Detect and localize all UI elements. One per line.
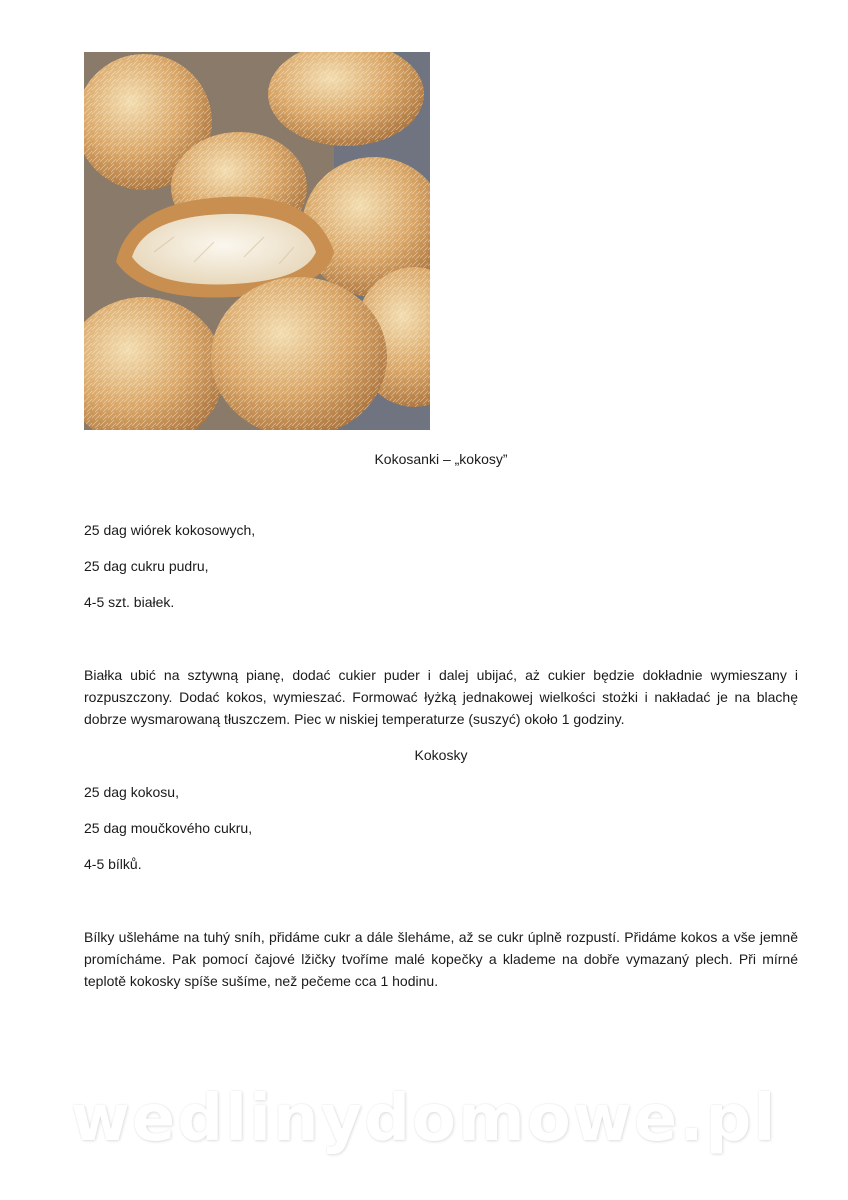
- ingredient-line: 25 dag cukru pudru,: [84, 558, 209, 574]
- instruction-line: Bílky ušleháme na tuhý sníh, přidáme cukr a dále šleháme, až se cukr úplně rozpustí. Přidáme kokos a vše jemně: [84, 929, 798, 945]
- instruction-line: Białka ubić na sztywną pianę, dodać cukier puder i dalej ubijać, aż cukier będzie dokładnie wymieszany i: [84, 667, 798, 683]
- instruction-line: promícháme. Pak pomocí čajové lžičky tvoříme malé kopečky a klademe na dobře vymazaný plech. Při mírné: [84, 951, 798, 967]
- ingredient-line: 25 dag wiórek kokosowych,: [84, 522, 256, 538]
- ingredient-line: 25 dag kokosu,: [84, 784, 179, 800]
- instructions-czech: [84, 926, 798, 992]
- instructions-polish: [84, 664, 798, 730]
- instruction-line: rozpuszczony. Dodać kokos, wymieszać. Formować łyżką jednakowej wielkości stożki i nakładać je na blachę: [84, 689, 798, 705]
- ingredient-line: 25 dag moučkového cukru,: [84, 820, 253, 836]
- coconut-macaroons-photo: [84, 52, 430, 430]
- recipe-title-czech: Kokosky: [414, 747, 468, 763]
- recipe-title-polish: Kokosanki – „kokosy”: [374, 451, 508, 467]
- instruction-line: teplotě kokosky spíše sušíme, než pečeme cca 1 hodinu.: [84, 973, 439, 989]
- instruction-line: dobrze wysmarowaną tłuszczem. Piec w niskiej temperaturze (suszyć) około 1 godziny.: [84, 711, 625, 727]
- site-watermark: wedlinydomowe.pl: [70, 1082, 778, 1156]
- ingredient-line: 4-5 szt. białek.: [84, 594, 175, 610]
- ingredient-line: 4-5 bílků.: [84, 856, 142, 872]
